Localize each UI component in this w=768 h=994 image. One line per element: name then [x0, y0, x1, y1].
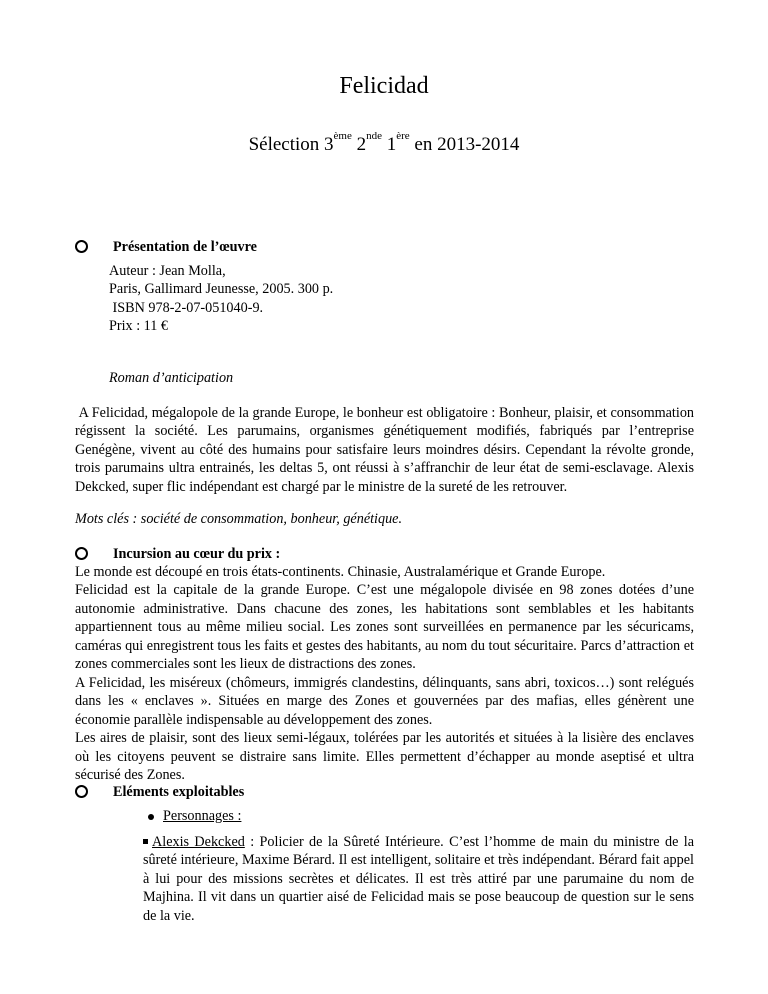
subtitle-suffix: en 2013-2014 — [409, 134, 520, 155]
document-subtitle — [0, 130, 768, 157]
section-heading-text: Eléments exploitables — [113, 784, 245, 800]
character-description: : Policier de la Sûreté Intérieure. C’est l’homme de main du ministre de la sûreté intérieure, Maxime Bérard. Il est intelligent, solitaire et très indépendant. Bérard fait appel à lui pour des missions secrètes et délicates. Il est très attiré par une parumaine du nom de Majhina. Il vit dans un quartier aisé de Felicidad mais se pose beaucoup de question sur le sens de la vie. — [143, 834, 694, 924]
meta-author: Auteur : Jean Molla, — [109, 263, 226, 279]
incursion-paragraph: Les aires de plaisir, sont des lieux semi-légaux, tolérées par les autorités et situées à la lisière des enclaves où les citoyens peuvent se distraire sans limite. Elles permettent d’échapper au monde aseptisé et ultra sécurisé des Zones. — [75, 730, 694, 783]
section-heading-text: Incursion au cœur du prix : — [113, 546, 281, 562]
subtitle-sup-3eme: ème — [333, 130, 352, 142]
section-heading-presentation — [113, 238, 257, 256]
sub-heading-personnages — [163, 807, 241, 825]
book-meta — [109, 262, 669, 336]
sub-heading-text: Personnages : — [163, 808, 242, 824]
meta-price: Prix : 11 € — [109, 318, 168, 335]
meta-isbn: ISBN 978-2-07-051040-9. — [109, 299, 264, 316]
subtitle-prefix: Sélection 3 — [248, 134, 334, 155]
section-heading-elements — [113, 783, 244, 801]
circle-bullet-icon — [75, 785, 88, 798]
keywords-line: Mots clés : société de consommation, bonheur, génétique. — [75, 511, 403, 527]
subtitle-mid1: 2 — [351, 134, 367, 155]
character-name: Alexis Dekcked — [152, 834, 245, 850]
section-heading-text: Présentation de l’œuvre — [113, 239, 257, 255]
square-bullet-icon — [143, 839, 148, 844]
genre-label: Roman d’anticipation — [109, 370, 234, 386]
circle-bullet-icon — [75, 240, 88, 253]
circle-bullet-icon — [75, 547, 88, 560]
incursion-paragraph: Felicidad est la capitale de la grande Europe. C’est une mégalopole divisée en 98 zones dotées d’une autonomie administrative. Dans chacune des zones, les habitations sont semblables et les habitants appartiennent tous au même milieu social. Les zones sont surveillées en permanence par les sécuricams, caméras qui enregistrent tous les faits et gestes des habitants, au nom du tout sécuritaire. Parcs d’attraction et zones commerciales sont les lieux de distractions des zones. — [75, 582, 694, 673]
incursion-body — [75, 563, 694, 784]
meta-publisher: Paris, Gallimard Jeunesse, 2005. 300 p. — [109, 281, 334, 298]
document-title: Felicidad — [339, 73, 429, 99]
subtitle-mid2: 1 — [381, 134, 397, 155]
character-entry — [143, 833, 694, 925]
summary-paragraph: A Felicidad, mégalopole de la grande Europe, le bonheur est obligatoire : Bonheur, plaisir, et consommation régissent la société. Les parumains, organismes génétiquement modifiés, fabriqués par l’entreprise Genégène, vivent au côté des humains pour satisfaire leurs moindres désirs. Cependant la révolte gronde, trois parumains ultra entrainés, les deltas 5, ont réussi à s’affranchir de leur état de semi-esclavage. Alexis Dekcked, super flic indépendant est chargé par le ministre de la sureté de les retrouver. — [75, 405, 698, 495]
subtitle-sup-1ere: ère — [396, 130, 410, 142]
incursion-paragraph: Le monde est découpé en trois états-continents. Chinasie, Australamérique et Grande Europe. — [75, 564, 606, 580]
subtitle-sup-2nde: nde — [366, 130, 382, 142]
incursion-paragraph: A Felicidad, les miséreux (chômeurs, immigrés clandestins, délinquants, sans abri, toxicos…) sont relégués dans les « enclaves ». Situées en marge des Zones et gouvernées par des mafias, elles génèrent une économie parallèle indispensable au développement des zones. — [75, 674, 694, 728]
section-heading-incursion — [113, 545, 280, 563]
dot-bullet-icon — [148, 814, 154, 820]
